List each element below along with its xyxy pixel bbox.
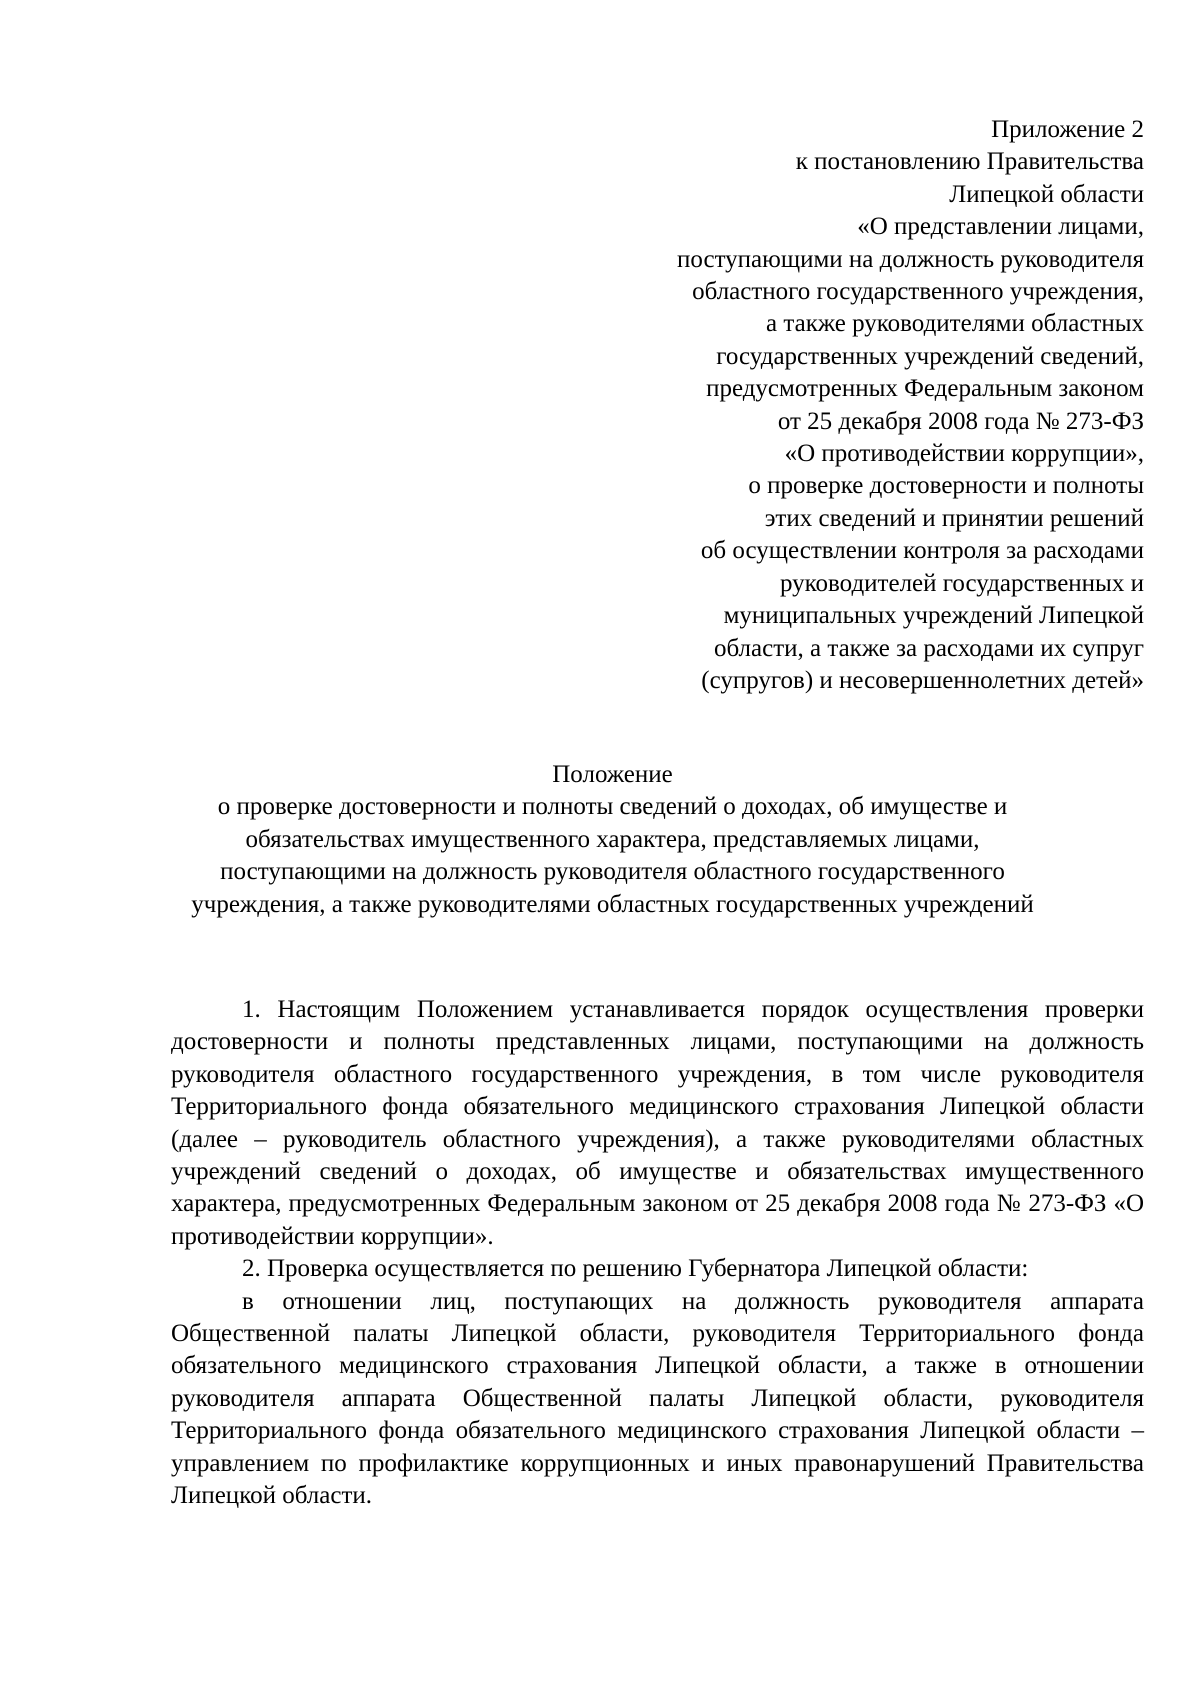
appendix-line: от 25 декабря 2008 года № 273-ФЗ <box>777 407 1144 435</box>
appendix-line: Приложение 2 <box>991 116 1144 143</box>
body-paragraph: 1. Настоящим Положением устанавливается порядок осуществления проверки достоверности и полноты представленных лицами, поступающими на должность руководителя областного государственного учреждения, в том числе руководителя Территориального фонда обязательного медицинского страхования Липецкой области (далее – руководитель областного учреждения), а также руководителями областных учреждений сведений о доходах, об имуществе и обязательствах имущественного характера, предусмотренных Федеральным законом от 25 декабря 2008 года № 273-ФЗ «О противодействии коррупции». <box>171 996 1144 1250</box>
appendix-line: (супругов) и несовершеннолетних детей» <box>701 666 1144 694</box>
appendix-line: Липецкой области <box>949 180 1144 208</box>
appendix-line: к постановлению Правительства <box>795 148 1144 176</box>
appendix-line: «О противодействии коррупции», <box>784 440 1144 468</box>
title-line: поступающими на должность руководителя областного государственного <box>220 858 1005 886</box>
appendix-line: поступающими на должность руководителя <box>676 245 1144 273</box>
document-body <box>171 994 1144 1513</box>
appendix-line: областного государственного учреждения, <box>692 278 1144 306</box>
appendix-line: муниципальных учреждений Липецкой <box>723 602 1144 630</box>
title-heading: Положение <box>552 761 673 788</box>
title-line: о проверке достоверности и полноты сведений о доходах, об имуществе и <box>217 793 1008 821</box>
appendix-line: об осуществлении контроля за расходами <box>700 537 1144 565</box>
appendix-line: руководителей государственных и <box>779 569 1144 597</box>
appendix-line: а также руководителями областных <box>766 310 1144 338</box>
title-line: обязательствах имущественного характера, представляемых лицами, <box>245 825 980 853</box>
appendix-line: области, а также за расходами их супруг <box>713 634 1144 662</box>
body-paragraph: 2. Проверка осуществляется по решению Губернатора Липецкой области: <box>242 1255 1029 1283</box>
appendix-line: «О представлении лицами, <box>857 213 1144 241</box>
document-title <box>150 759 1075 921</box>
appendix-header <box>524 114 1144 697</box>
appendix-line: предусмотренных Федеральным законом <box>706 375 1144 403</box>
title-line: учреждения, а также руководителями областных государственных учреждений <box>191 890 1034 918</box>
appendix-line: государственных учреждений сведений, <box>716 342 1144 370</box>
appendix-line: о проверке достоверности и полноты <box>748 472 1144 500</box>
body-paragraph: в отношении лиц, поступающих на должность руководителя аппарата Общественной палаты Липецкой области, руководителя Территориального фонда обязательного медицинского страхования Липецкой области, а также в отношении руководителя аппарата Общественной палаты Липецкой области, руководителя Территориального фонда обязательного медицинского страхования Липецкой области – управлением по профилактике коррупционных и иных правонарушений Правительства Липецкой области. <box>171 1287 1144 1510</box>
appendix-line: этих сведений и принятии решений <box>764 504 1144 532</box>
